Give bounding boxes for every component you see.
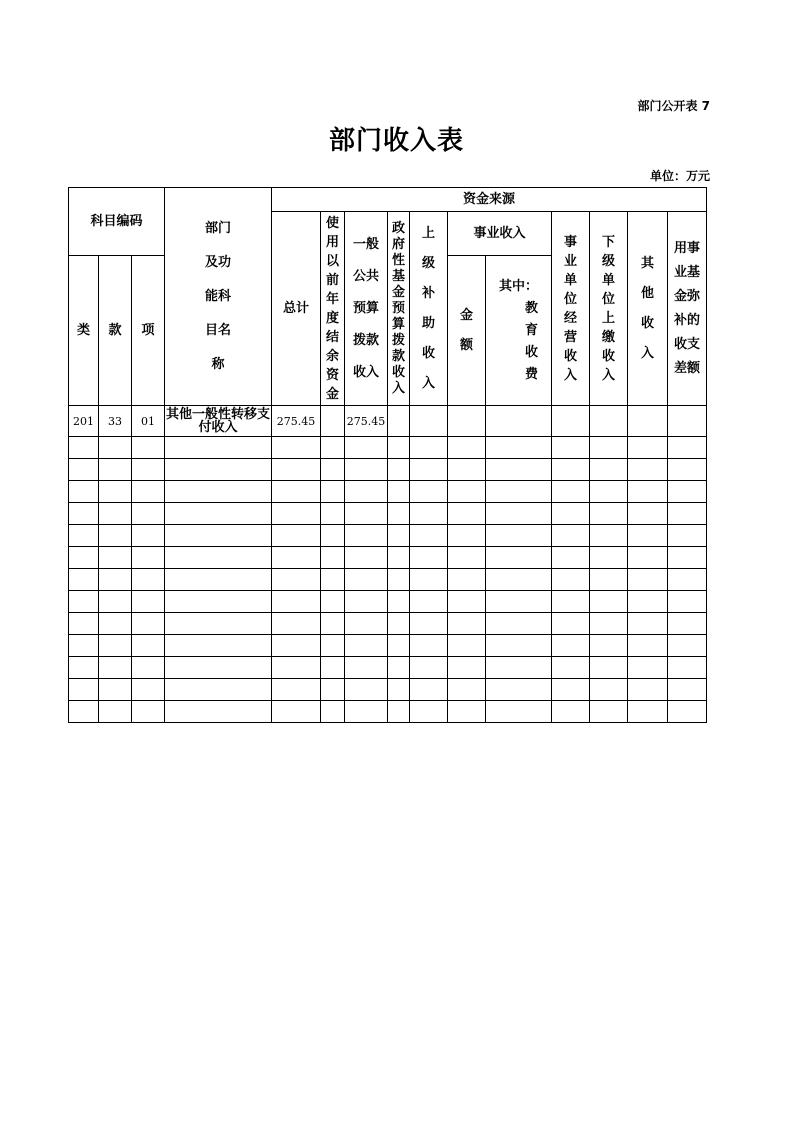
empty-cell	[345, 657, 388, 679]
empty-cell	[590, 657, 628, 679]
superior-subsidy-cell	[410, 406, 448, 437]
empty-row	[69, 657, 707, 679]
empty-cell	[668, 613, 707, 635]
table-header	[69, 188, 707, 406]
gov-fund-cell	[388, 406, 410, 437]
empty-cell	[410, 503, 448, 525]
empty-row	[69, 635, 707, 657]
empty-cell	[590, 591, 628, 613]
empty-cell	[69, 459, 99, 481]
empty-cell	[448, 569, 486, 591]
empty-cell	[321, 547, 345, 569]
page-title: 部门收入表	[328, 126, 464, 156]
empty-cell	[99, 481, 132, 503]
empty-cell	[486, 481, 552, 503]
empty-cell	[321, 569, 345, 591]
empty-cell	[99, 657, 132, 679]
empty-cell	[165, 547, 272, 569]
section-header: 款	[99, 256, 132, 406]
report-number-label: 部门公开表 7	[637, 99, 710, 113]
empty-cell	[552, 481, 590, 503]
empty-cell	[552, 635, 590, 657]
empty-cell	[165, 459, 272, 481]
empty-cell	[668, 437, 707, 459]
empty-cell	[321, 657, 345, 679]
empty-row	[69, 679, 707, 701]
unit-label: 单位：万元	[649, 169, 710, 183]
subject-code-header: 科目编码	[69, 188, 165, 256]
empty-cell	[132, 525, 165, 547]
empty-cell	[410, 613, 448, 635]
funding-source-header: 资金来源	[272, 188, 707, 212]
empty-cell	[668, 701, 707, 723]
prior-year-balance-header: 使用以前年度结余资金	[321, 212, 345, 406]
empty-cell	[132, 591, 165, 613]
empty-cell	[410, 701, 448, 723]
empty-cell	[668, 679, 707, 701]
empty-cell	[132, 701, 165, 723]
empty-row	[69, 701, 707, 723]
section-cell: 33	[99, 406, 132, 437]
empty-cell	[552, 701, 590, 723]
empty-cell	[486, 437, 552, 459]
empty-cell	[628, 701, 668, 723]
fund-offset-cell	[668, 406, 707, 437]
empty-cell	[448, 679, 486, 701]
empty-cell	[668, 569, 707, 591]
empty-cell	[321, 613, 345, 635]
empty-cell	[345, 613, 388, 635]
empty-cell	[99, 569, 132, 591]
empty-cell	[486, 547, 552, 569]
empty-cell	[388, 701, 410, 723]
empty-cell	[99, 591, 132, 613]
empty-cell	[628, 525, 668, 547]
empty-cell	[69, 525, 99, 547]
empty-row	[69, 591, 707, 613]
empty-cell	[486, 459, 552, 481]
empty-cell	[165, 481, 272, 503]
empty-cell	[628, 437, 668, 459]
empty-cell	[668, 525, 707, 547]
empty-cell	[590, 503, 628, 525]
empty-cell	[345, 503, 388, 525]
empty-cell	[486, 591, 552, 613]
empty-row	[69, 525, 707, 547]
empty-cell	[132, 679, 165, 701]
empty-cell	[165, 591, 272, 613]
empty-cell	[272, 503, 321, 525]
empty-row	[69, 547, 707, 569]
empty-cell	[552, 525, 590, 547]
empty-cell	[628, 569, 668, 591]
empty-cell	[668, 459, 707, 481]
empty-cell	[69, 481, 99, 503]
empty-cell	[345, 569, 388, 591]
empty-cell	[410, 437, 448, 459]
prior-year-balance-cell	[321, 406, 345, 437]
empty-cell	[345, 591, 388, 613]
empty-cell	[272, 679, 321, 701]
empty-row	[69, 459, 707, 481]
amount-cell	[448, 406, 486, 437]
empty-cell	[448, 701, 486, 723]
empty-row	[69, 437, 707, 459]
general-budget-cell: 275.45	[345, 406, 388, 437]
empty-cell	[321, 635, 345, 657]
empty-cell	[388, 525, 410, 547]
empty-cell	[448, 437, 486, 459]
operating-income-cell	[552, 406, 590, 437]
empty-cell	[668, 547, 707, 569]
empty-cell	[388, 657, 410, 679]
empty-rows	[69, 437, 707, 723]
empty-cell	[448, 591, 486, 613]
empty-cell	[590, 569, 628, 591]
empty-cell	[272, 591, 321, 613]
empty-cell	[69, 635, 99, 657]
empty-cell	[410, 657, 448, 679]
empty-cell	[272, 459, 321, 481]
empty-cell	[410, 591, 448, 613]
empty-cell	[388, 547, 410, 569]
empty-cell	[552, 591, 590, 613]
empty-cell	[552, 569, 590, 591]
empty-cell	[321, 503, 345, 525]
empty-cell	[486, 657, 552, 679]
empty-cell	[345, 547, 388, 569]
empty-cell	[590, 437, 628, 459]
empty-cell	[272, 657, 321, 679]
empty-cell	[99, 613, 132, 635]
empty-cell	[272, 525, 321, 547]
empty-cell	[165, 657, 272, 679]
total-cell: 275.45	[272, 406, 321, 437]
empty-cell	[388, 635, 410, 657]
empty-cell	[69, 657, 99, 679]
empty-cell	[448, 481, 486, 503]
empty-cell	[388, 591, 410, 613]
other-income-cell	[628, 406, 668, 437]
empty-cell	[628, 591, 668, 613]
table-row	[69, 406, 707, 437]
empty-cell	[552, 547, 590, 569]
empty-cell	[668, 503, 707, 525]
empty-cell	[345, 459, 388, 481]
empty-row	[69, 613, 707, 635]
empty-cell	[388, 613, 410, 635]
other-income-header: 其他收入	[628, 212, 668, 406]
empty-cell	[410, 635, 448, 657]
empty-cell	[132, 657, 165, 679]
dept-name-header: 部门 及功 能科 目名 称	[165, 188, 272, 406]
empty-cell	[668, 591, 707, 613]
empty-cell	[410, 569, 448, 591]
item-cell: 01	[132, 406, 165, 437]
empty-cell	[590, 525, 628, 547]
empty-cell	[132, 547, 165, 569]
subordinate-income-cell	[590, 406, 628, 437]
superior-subsidy-header: 上级补助收入	[410, 212, 448, 406]
empty-cell	[165, 701, 272, 723]
empty-cell	[321, 679, 345, 701]
empty-cell	[448, 635, 486, 657]
empty-cell	[272, 481, 321, 503]
empty-cell	[388, 437, 410, 459]
empty-cell	[486, 635, 552, 657]
empty-cell	[486, 613, 552, 635]
empty-cell	[321, 459, 345, 481]
empty-cell	[99, 525, 132, 547]
empty-cell	[628, 679, 668, 701]
empty-cell	[132, 503, 165, 525]
empty-cell	[590, 613, 628, 635]
empty-cell	[668, 635, 707, 657]
empty-cell	[69, 613, 99, 635]
empty-cell	[321, 525, 345, 547]
operating-income-header: 事业单位经营收入	[552, 212, 590, 406]
empty-cell	[99, 437, 132, 459]
empty-cell	[388, 459, 410, 481]
empty-cell	[628, 613, 668, 635]
empty-cell	[99, 635, 132, 657]
empty-cell	[552, 679, 590, 701]
empty-cell	[321, 701, 345, 723]
empty-cell	[345, 679, 388, 701]
empty-cell	[99, 503, 132, 525]
empty-row	[69, 569, 707, 591]
empty-cell	[590, 635, 628, 657]
empty-cell	[628, 459, 668, 481]
empty-cell	[486, 679, 552, 701]
empty-cell	[410, 459, 448, 481]
empty-cell	[552, 657, 590, 679]
empty-cell	[590, 459, 628, 481]
empty-cell	[99, 679, 132, 701]
empty-cell	[345, 437, 388, 459]
category-header: 类	[69, 256, 99, 406]
empty-cell	[272, 437, 321, 459]
empty-cell	[628, 481, 668, 503]
empty-cell	[345, 525, 388, 547]
empty-cell	[486, 525, 552, 547]
empty-cell	[486, 569, 552, 591]
empty-cell	[272, 613, 321, 635]
empty-cell	[345, 635, 388, 657]
empty-cell	[69, 437, 99, 459]
empty-row	[69, 503, 707, 525]
empty-cell	[69, 503, 99, 525]
empty-cell	[69, 547, 99, 569]
empty-cell	[272, 635, 321, 657]
empty-cell	[628, 657, 668, 679]
empty-cell	[628, 635, 668, 657]
item-header: 项	[132, 256, 165, 406]
empty-cell	[590, 547, 628, 569]
empty-row	[69, 481, 707, 503]
empty-cell	[99, 547, 132, 569]
empty-cell	[410, 525, 448, 547]
empty-cell	[321, 591, 345, 613]
empty-cell	[388, 679, 410, 701]
empty-cell	[448, 503, 486, 525]
empty-cell	[132, 437, 165, 459]
edu-fee-header: 其中： 教 育 收 费	[486, 256, 552, 406]
empty-cell	[668, 657, 707, 679]
empty-cell	[69, 679, 99, 701]
empty-cell	[410, 481, 448, 503]
empty-cell	[552, 437, 590, 459]
empty-cell	[448, 547, 486, 569]
category-cell: 201	[69, 406, 99, 437]
empty-cell	[448, 613, 486, 635]
empty-cell	[388, 481, 410, 503]
empty-cell	[321, 481, 345, 503]
empty-cell	[132, 613, 165, 635]
empty-cell	[448, 525, 486, 547]
empty-cell	[99, 701, 132, 723]
empty-cell	[165, 437, 272, 459]
empty-cell	[552, 503, 590, 525]
general-budget-header: 一般 公共 预算 拨款 收入	[345, 212, 388, 406]
empty-cell	[132, 481, 165, 503]
empty-cell	[668, 481, 707, 503]
empty-cell	[165, 635, 272, 657]
empty-cell	[132, 459, 165, 481]
subordinate-income-header: 下级单位上缴收入	[590, 212, 628, 406]
gov-fund-header: 政府性基金预算拨款收入	[388, 212, 410, 406]
empty-cell	[628, 547, 668, 569]
empty-cell	[69, 569, 99, 591]
empty-cell	[448, 459, 486, 481]
empty-cell	[410, 547, 448, 569]
empty-cell	[448, 657, 486, 679]
empty-cell	[410, 679, 448, 701]
edu-fee-cell	[486, 406, 552, 437]
empty-cell	[99, 459, 132, 481]
empty-cell	[165, 569, 272, 591]
empty-cell	[69, 701, 99, 723]
empty-cell	[272, 701, 321, 723]
fund-offset-header: 用事 业基 金弥 补的 收支 差额	[668, 212, 707, 406]
empty-cell	[345, 701, 388, 723]
empty-cell	[165, 613, 272, 635]
empty-cell	[486, 701, 552, 723]
empty-cell	[486, 503, 552, 525]
empty-cell	[165, 679, 272, 701]
table-body	[69, 406, 707, 437]
amount-header: 金 额	[448, 256, 486, 406]
empty-cell	[345, 481, 388, 503]
dept-name-cell: 其他一般性转移支付收入	[165, 407, 270, 435]
empty-cell	[69, 591, 99, 613]
business-income-header: 事业收入	[448, 212, 552, 256]
empty-cell	[165, 503, 272, 525]
empty-cell	[388, 569, 410, 591]
empty-cell	[590, 679, 628, 701]
empty-cell	[590, 701, 628, 723]
empty-cell	[552, 613, 590, 635]
empty-cell	[590, 481, 628, 503]
empty-cell	[628, 503, 668, 525]
empty-cell	[132, 569, 165, 591]
income-table	[68, 187, 707, 723]
empty-cell	[132, 635, 165, 657]
empty-cell	[272, 569, 321, 591]
empty-cell	[388, 503, 410, 525]
empty-cell	[165, 525, 272, 547]
empty-cell	[272, 547, 321, 569]
empty-cell	[552, 459, 590, 481]
empty-cell	[321, 437, 345, 459]
total-header: 总计	[272, 212, 321, 406]
